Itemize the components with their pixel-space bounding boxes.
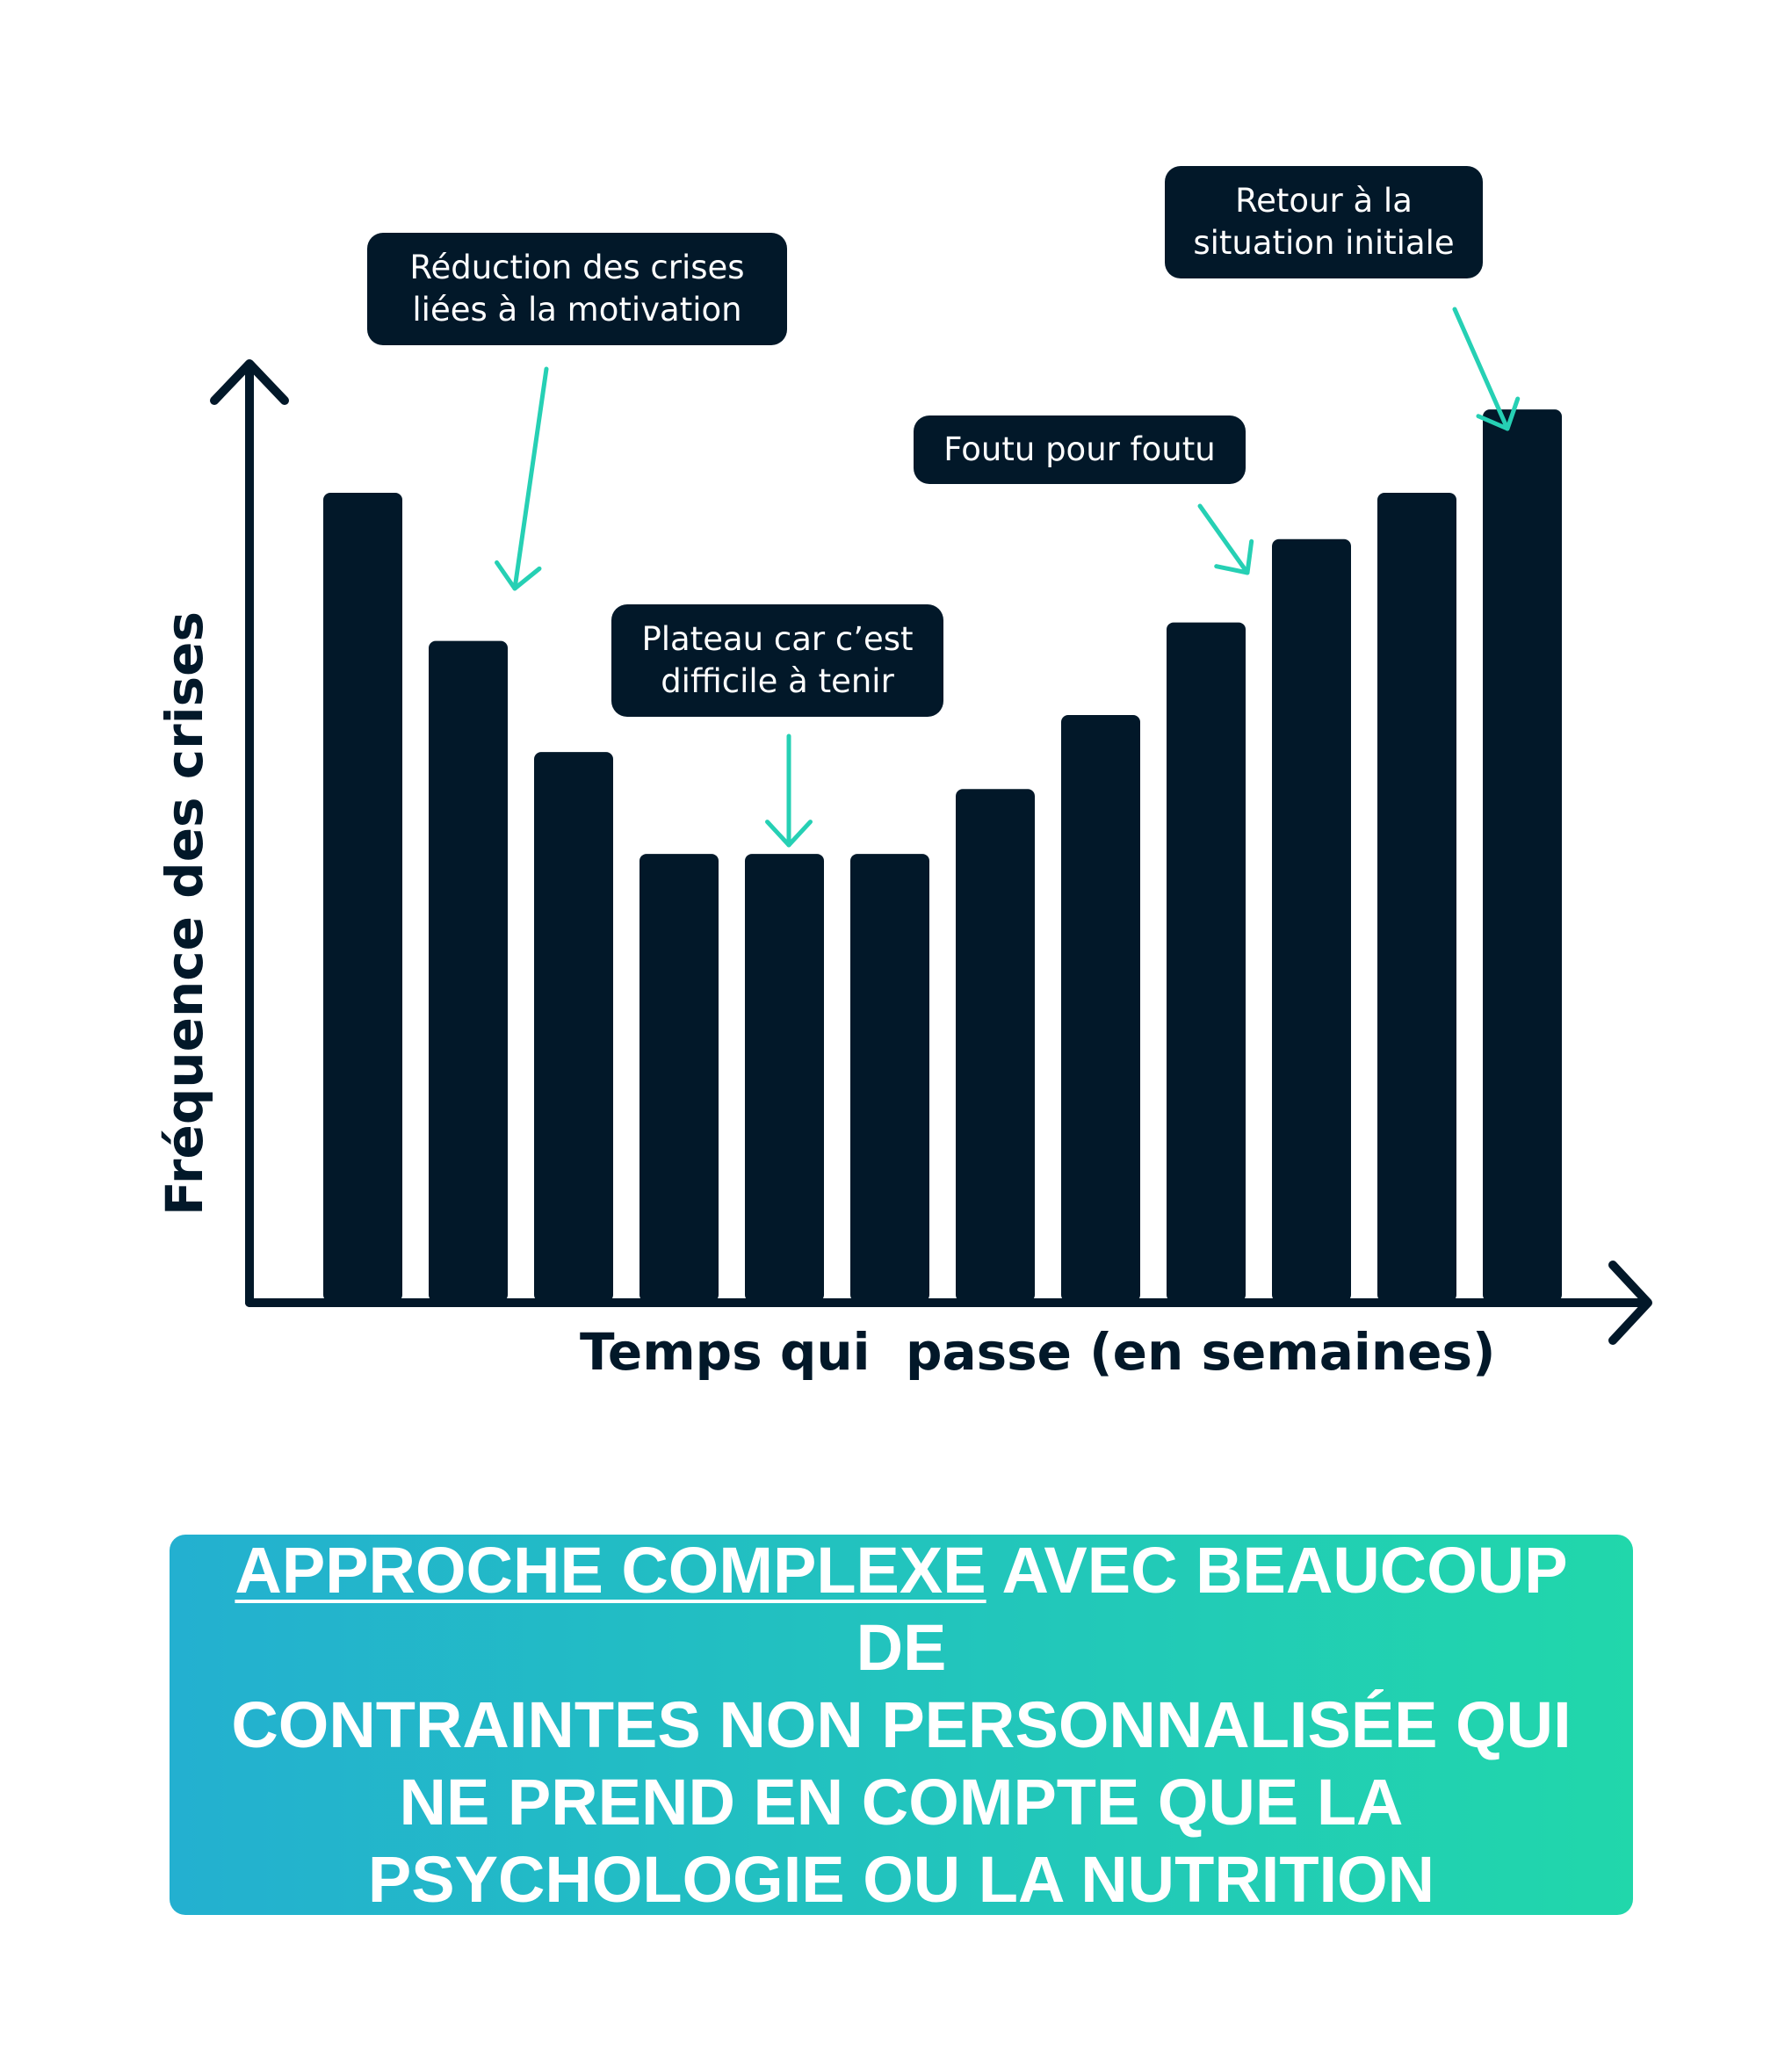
annotation-3-line-1: Foutu pour foutu xyxy=(943,430,1216,468)
banner-underlined-text: APPROCHE COMPLEXE xyxy=(235,1533,986,1607)
annotation-box-4 xyxy=(1165,166,1483,278)
annotation-arrow-2 xyxy=(768,736,811,845)
annotation-box-2 xyxy=(611,604,943,717)
bar-7 xyxy=(956,789,1035,1302)
banner-line-3: NE PREND EN COMPTE QUE LA xyxy=(399,1765,1404,1839)
bars-group xyxy=(323,409,1562,1302)
annotation-1-line-2: liées à la motivation xyxy=(412,291,742,329)
banner-line-2: CONTRAINTES NON PERSONNALISÉE QUI xyxy=(231,1687,1572,1761)
banner-line-1 xyxy=(187,1532,1615,1687)
bar-1 xyxy=(323,493,402,1302)
y-axis-label: Fréquence des crises xyxy=(155,611,214,1217)
bar-5 xyxy=(745,854,824,1302)
annotation-1-line-1: Réduction des crises xyxy=(409,249,745,286)
bar-2 xyxy=(429,641,508,1302)
bar-4 xyxy=(639,854,719,1302)
bar-10 xyxy=(1272,539,1351,1302)
annotation-arrows-group xyxy=(497,309,1518,845)
annotation-4-line-1: Retour à la xyxy=(1235,182,1413,220)
bar-6 xyxy=(850,854,929,1302)
annotation-box-1 xyxy=(367,233,787,345)
annotation-box-3 xyxy=(914,415,1246,484)
annotation-arrow-3 xyxy=(1200,506,1252,573)
annotation-2-line-1: Plateau car c’est xyxy=(641,620,914,658)
x-axis-label: Temps qui passe (en semaines) xyxy=(580,1322,1496,1382)
y-axis-label-wrap xyxy=(123,606,246,1221)
conclusion-banner xyxy=(170,1535,1633,1915)
annotation-arrow-1 xyxy=(497,369,546,589)
bar-11 xyxy=(1377,493,1456,1302)
annotation-2-line-2: difficile à tenir xyxy=(661,662,894,700)
bar-12 xyxy=(1483,409,1562,1302)
annotation-4-line-2: situation initiale xyxy=(1193,224,1455,262)
bar-9 xyxy=(1167,623,1246,1302)
bar-3 xyxy=(534,752,613,1302)
bar-8 xyxy=(1061,715,1140,1302)
banner-line-4: PSYCHOLOGIE OU LA NUTRITION xyxy=(367,1842,1435,1916)
banner-line-1-rest: AVEC BEAUCOUP DE xyxy=(856,1533,1568,1684)
